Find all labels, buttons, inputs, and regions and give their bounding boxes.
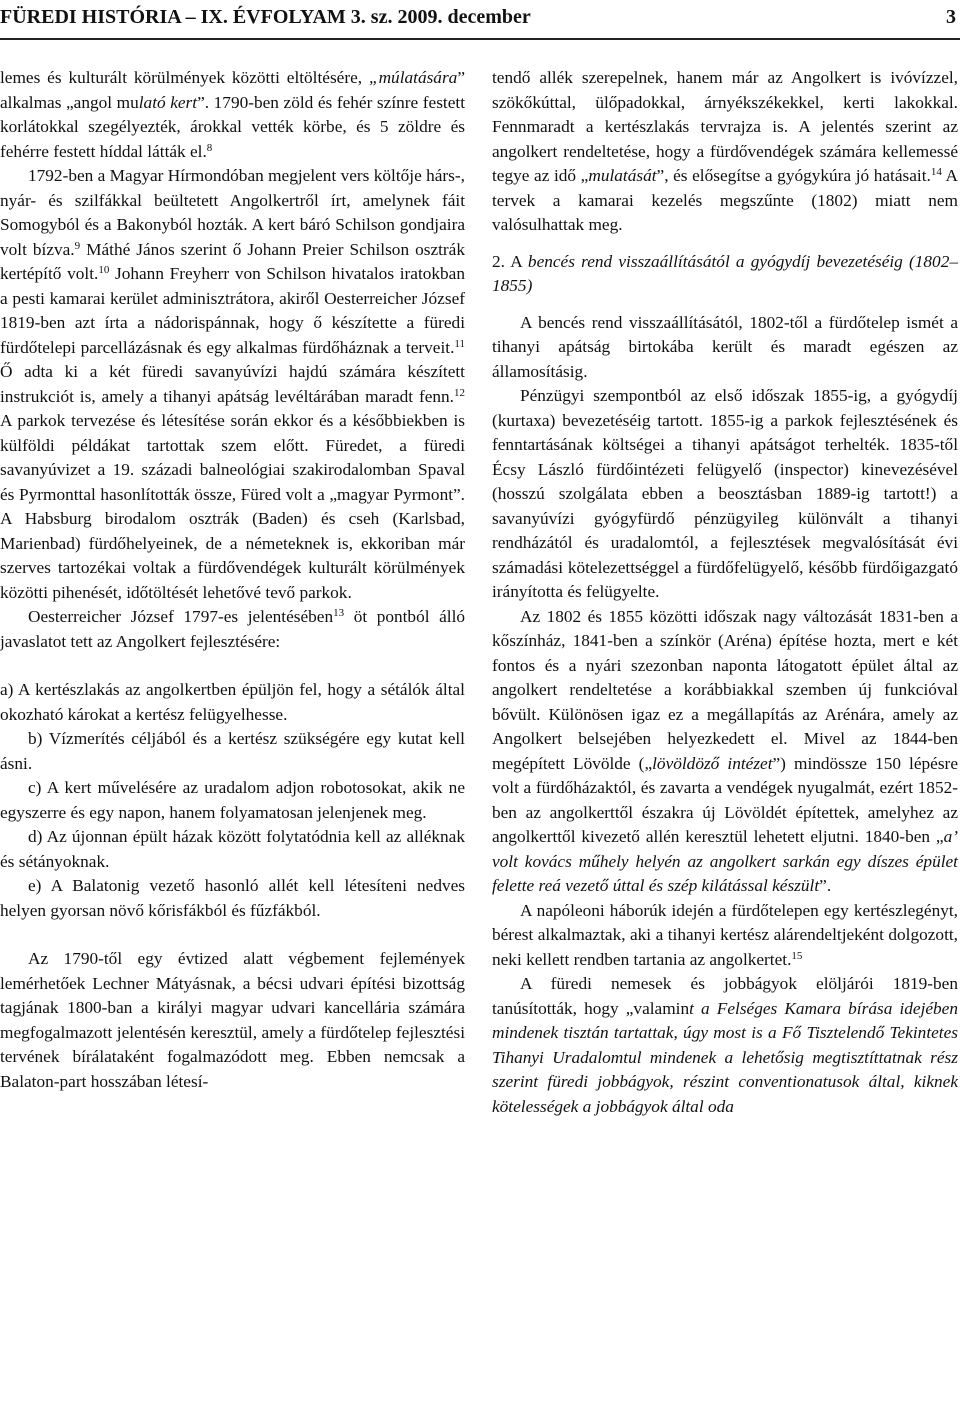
list-item: a) A kertészlakás az angolkertben épüljön fel, hogy a sétálók által okozható károkat a kertész felügyelhesse. — [0, 680, 465, 724]
paragraph: Pénzügyi szempontból az első időszak 1855-ig, a gyógydíj (kurtaxa) bevezetéséig tartott. 1855-ig a parkok fejlesztésének és fenntartásának költségei a tihanyi apátságot terhelték. 1835-től Écsy László fürdőintézeti felügyelő (inspector) kinevezésével (hosszú szolgálata ebben a beosztásban 1889-ig tartott!) a savanyúvízi gyógyfürdő pénzügyileg különvált a tihanyi rendházától és uradalomtól, a fejlesztések megvalósítását évi számadási kötelezettséggel a fürdőfelügyelő, később fürdőigazgató irányította és felügyelte. — [492, 386, 958, 601]
footnote-ref: 12 — [454, 386, 465, 399]
footnote-ref: 14 — [930, 166, 942, 178]
footnote-ref: 8 — [206, 141, 213, 154]
page-number: 3 — [946, 6, 956, 28]
paragraph: A bencés rend visszaállításától, 1802-től a fürdőtelep ismét a tihanyi apátság birtokába került és maradt egészen az államosításig. — [492, 312, 958, 381]
list-item: b) Vízmerítés céljából és a kertész szükségére egy kutat kell ásni. — [0, 729, 465, 773]
list-item: e) A Balatonig vezető hasonló allét kell létesíteni nedves helyen gyorsan növő kőrisfákból és fűzfákból. — [0, 876, 465, 920]
paragraph: 1792-ben a Magyar Hírmondóban megjelent vers költője hárs-, nyár- és szilfákkal beültetett Angolkertről írt, amelynek fáit Somogyból és a Bakonyból hozták. A kert báró Schilson gondjaira volt bízva.$^9$ Máthé János szerint ő Johann Preier Schilson osztrák kertépítő volt.$^{10}$ Johann Freyherr von Schilson hivatalos iratokban a pesti kamarai kerület adminisztrátora, akiről Oesterreicher József 1819-ben azt írta a nádorispánnak, hogy ő készítette a füredi fürdőtelepi parcellázásnak és egy alkalmas fürdőháznak a terveit.$^{11}$ Ő adta ki a két füredi savanyúvízi hajdú számára készített instrukciót is, amely a tihanyi apátság levéltárában maradt fenn.$^{12}$ A parkok tervezése és létesítése során ekkor és a későbbiekben is külföldi példákat tartottak szem előtt. Füredet, a füredi savanyúvizet a 19. századi balneológiai szakirodalomban Spaval és Pyrmonttal hasonlították össze, Füred volt a „magyar Pyrmont”. A Habsburg birodalom osztrák (Baden) és cseh (Karlsbad, Marienbad) fürdőhelyeinek, de a németeknek is, ekkoriban már szerves tartozékai voltak a fürdővendégek kulturált körülmények közötti pihenését, időtöltését lehetővé tevő parkok. — [0, 166, 465, 602]
paragraph: Az 1802 és 1855 közötti időszak nagy változását 1831-ben a kőszínház, 1841-ben a színkör (Aréna) építése hozta, mert e két fontos és a nyári szezonban naponta látogatott épület által az angolkert rendeltetése a korábbiakkal szemben új funkcióval bővült. Különösen igaz ez a megállapítás az Arénára, amely az Angolkert belsejében helyezkedett el. Mivel az 1844-ben megépített Lövölde („lövöldöző intézet”) mindössze 150 lépésre volt a fürdőházaktól, és zavarta a vendégek nyugalmát, ezért 1852-ben az angolkerttől északra új Lövöldét építettek, amelyhez az angolkerttől kivezető allén keresztül lehetett eljutni. 1840-ben „a’ volt kovács műhely helyén az angolkert sarkán egy díszes épület felette reá vezető úttal és szép kilátással készült”. — [492, 606, 958, 895]
paragraph: A napóleoni háborúk idején a fürdőtelepen egy kertészlegényt, bérest alkalmaztak, aki a tihanyi kertész alárendeltjeként dolgozott, neki kellett rendben tartania az angolkertet.$^{15}$ — [492, 900, 958, 969]
journal-title: FÜREDI HISTÓRIA – IX. ÉVFOLYAM 3. sz. 2009. december — [0, 6, 531, 28]
paragraph: Az 1790-től egy évtized alatt végbement fejlemények lemérhetőek Lechner Mátyásnak, a bécsi udvari építési bizottság tagjának 1800-ban a királyi magyar udvari kancellária számára megfogalmazott jelentésén keresztül, amely a fürdőtelep fejlesztési tervének bírálataként fogalmazódott meg. Ebben nemcsak a Balaton-part hosszában létesí- — [0, 949, 465, 1091]
paragraph: A füredi nemesek és jobbágyok elöljárói 1819-ben tanúsították, hogy „valamint a Felséges Kamara bírása idejében mindenek tisztán tartattak, úgy most is a Fő Tisztelendő Tekintetes Tihanyi Uradalomtul mindenek a lehetősig megtisztíttatnak rész szerint füredi jobbágyok, részint conventionatusok által, kiknek kötelességek a jobbágyok által oda — [492, 974, 958, 1116]
list-item: d) Az újonnan épült házak között folytatódnia kell az alléknak és sétányoknak. — [0, 827, 465, 871]
paragraph: tendő allék szerepelnek, hanem már az Angolkert is ivóvízzel, szökőkúttal, ülőpadokkal, árnyékszékekkel, kerti lakokkal. Fennmaradt a kertészlakás tervrajza is. A jelentés szerint az angolkert rendeltetése, hogy a fürdővendégek számára kellemessé tegye az idő „mulatását”, és elősegítse a gyógykúra jó hatásait.$^{14}$ A tervek a kamarai kezelés megszűnte (1802) miatt nem valósulhattak meg. — [492, 68, 958, 234]
footnote-ref: 11 — [454, 337, 465, 350]
footnote-ref: 15 — [791, 949, 803, 962]
list-item: c) A kert művelésére az uradalom adjon robotosokat, akik ne egyszerre és egy napon, hanem folyamatosan jelenjenek meg. — [0, 778, 465, 822]
footnote-ref: 13 — [333, 607, 345, 619]
footnote-ref: 10 — [98, 264, 110, 276]
running-header — [0, 0, 960, 40]
left-column — [0, 66, 465, 1094]
paragraph: Oesterreicher József 1797-es jelentésében$^{13}$ öt pontból álló javaslatot tett az Angolkert fejlesztésére: — [0, 607, 466, 651]
paragraph: lemes és kulturált körülmények közötti eltöltésére, „múlatására” alkalmas „angol mulató kert”. 1790-ben zöld és fehér színre festett korlátokkal szegélyezték, árokkal vették körbe, és 5 zöldre és fehérre festett híddal látták el.$^8$ — [0, 68, 465, 161]
section-heading: 2. A bencés rend visszaállításától a gyógydíj bevezetéséig (1802–1855) — [492, 251, 958, 295]
right-column — [492, 66, 958, 1119]
footnote-ref: 9 — [74, 239, 81, 252]
